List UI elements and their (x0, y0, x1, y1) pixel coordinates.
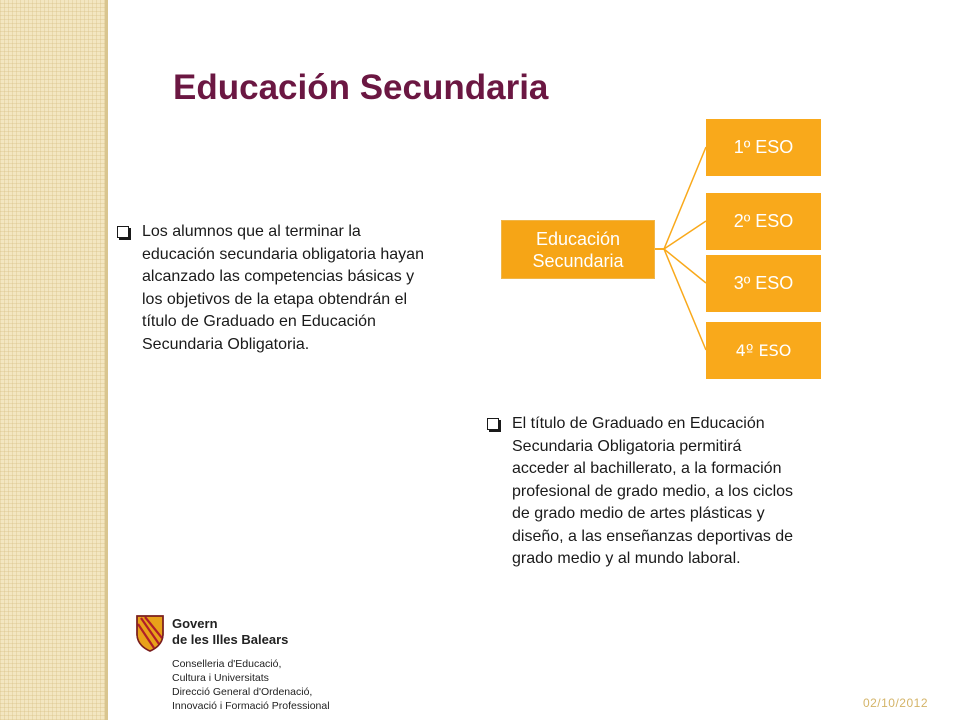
slide-title: Educación Secundaria (173, 68, 549, 107)
diagram-node-4-eso: 4º ESO (706, 322, 821, 379)
connector-1 (654, 147, 706, 249)
bullet-title-access-label: El título de Graduado en Educación Secundaria Obligatoria permitirá acceder al bachillerato, a la formación profesional de grado medio, a los ciclos de grado medio de artes plásticas y diseño, a las enseñanzas deportivas de grado medio y al mundo laboral. (512, 415, 794, 567)
logo-government-name (172, 616, 288, 648)
diagram-node-3-eso: 3º ESO (706, 255, 821, 312)
checkbox-bullet-icon (487, 418, 499, 430)
diagram-node-2-eso: 2º ESO (706, 193, 821, 250)
logo-dept-line2: Cultura i Universitats (172, 672, 269, 684)
diagram-root-node (502, 221, 654, 278)
root-node-line1: Educación (535, 228, 621, 249)
logo-dept-line3: Direcció General d'Ordenació, (172, 686, 313, 698)
slide-date: 02/10/2012 (862, 696, 928, 710)
bullet-graduation-text (117, 221, 437, 356)
diagram-node-1-eso: 1º ESO (706, 119, 821, 176)
logo-department (172, 657, 330, 713)
root-node-line2: Secundaria (532, 250, 624, 271)
logo-dept-line1: Conselleria d'Educació, (172, 658, 282, 670)
checkbox-bullet-icon (117, 226, 129, 238)
govern-illes-balears-logo (135, 612, 365, 712)
connector-2 (654, 221, 706, 249)
bullet-graduation-label: Los alumnos que al terminar la educación secundaria obligatoria hayan alcanzado las competencias básicas y los objetivos de la etapa obtendrán el título de Graduado en Educación Secundaria Obligatoria. (142, 223, 424, 353)
connector-lines (654, 147, 706, 350)
logo-dept-line4: Innovació i Formació Professional (172, 700, 330, 712)
side-divider-line (105, 0, 108, 720)
decorative-side-band (0, 0, 105, 720)
coat-of-arms-icon (135, 614, 165, 652)
connector-4 (654, 249, 706, 350)
bullet-title-access-text (487, 413, 797, 571)
logo-name-line2: de les Illes Balears (172, 632, 289, 647)
connector-3 (654, 249, 706, 283)
logo-name-line1: Govern (172, 616, 218, 631)
